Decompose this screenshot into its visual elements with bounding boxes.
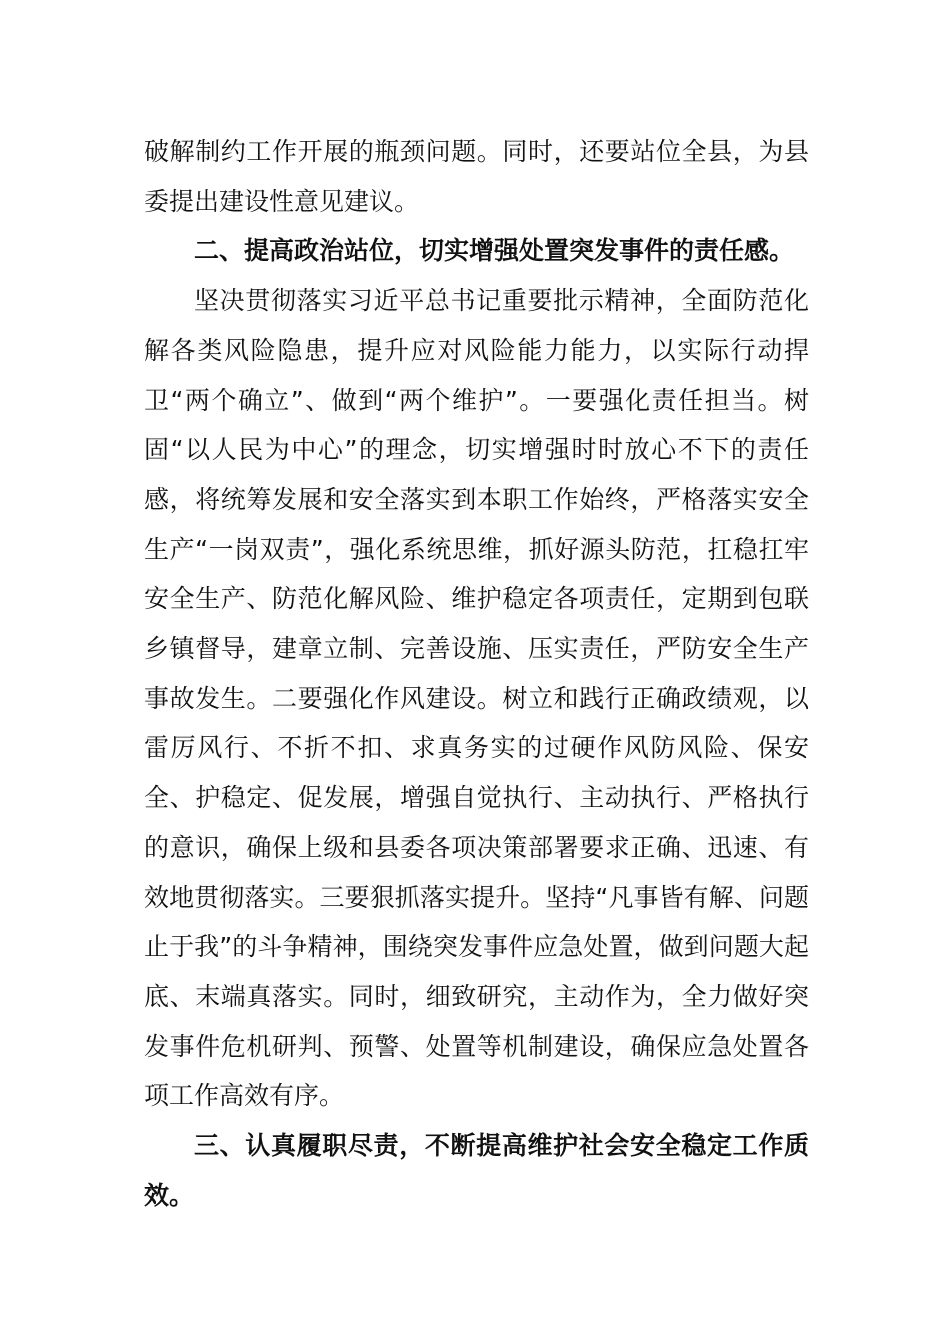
section-heading-2: 二、提高政治站位，切实增强处置突发事件的责任感。: [194, 236, 795, 266]
paragraph-continuation: 破解制约工作开展的瓶颈问题。同时，还要站位全县，为县委提出建设性意见建议。: [144, 137, 809, 216]
section-heading-3: 三、认真履职尽责，不断提高维护社会安全稳定工作质效。: [144, 1131, 809, 1210]
paragraph-body: 坚决贯彻落实习近平总书记重要批示精神，全面防范化解各类风险隐患，提升应对风险能力能力，以实际行动捍卫“两个确立”、做到“两个维护”。一要强化责任担当。树固“以人民为中心”的理念，切实增强时时放心不下的责任感，将统筹发展和安全落实到本职工作始终，严格落实安全生产“一岗双责”，强化系统思维，抓好源头防范，扛稳扛牢安全生产、防范化解风险、维护稳定各项责任，定期到包联乡镇督导，建章立制、完善设施、压实责任，严防安全生产事故发生。二要强化作风建设。树立和践行正确政绩观，以雷厉风行、不折不扣、求真务实的过硬作风防风险、保安全、护稳定、促发展，增强自觉执行、主动执行、严格执行的意识，确保上级和县委各项决策部署要求正确、迅速、有效地贯彻落实。三要狠抓落实提升。坚持“凡事皆有解、问题止于我”的斗争精神，围绕突发事件应急处置，做到问题大起底、末端真落实。同时，细致研究，主动作为，全力做好突发事件危机研判、预警、处置等机制建设，确保应急处置各项工作高效有序。: [144, 286, 809, 1111]
document-body: [144, 127, 809, 1220]
